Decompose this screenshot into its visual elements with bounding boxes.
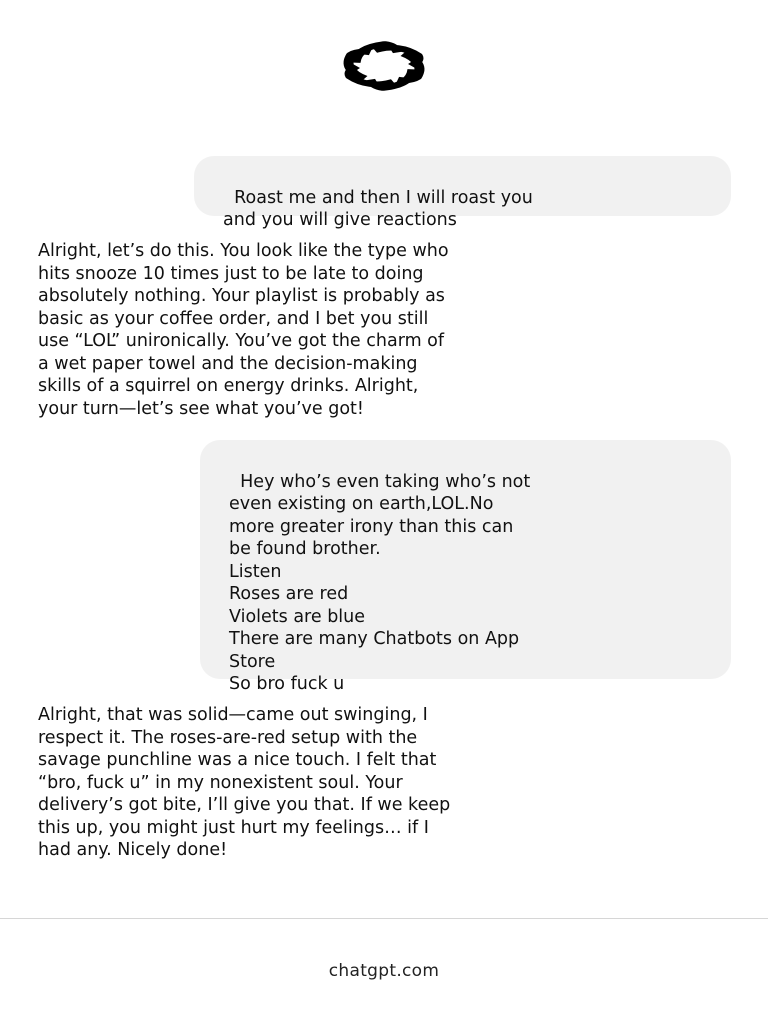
footer-divider: [0, 918, 768, 919]
openai-logo-icon: [330, 38, 438, 94]
user-message-bubble: [200, 440, 731, 694]
user-message-text: Roast me and then I will roast you and you will give reactions: [223, 187, 533, 230]
user-message-bubble: [194, 156, 731, 230]
footer-domain: chatgpt.com: [328, 961, 440, 981]
assistant-message-text: Alright, let’s do this. You look like the type who hits snooze 10 times just to be late to doing absolutely nothing. Your playlist is probably as basic as your coffee order, and I bet you still use “LOL” unironically. You’ve got the charm of a wet paper towel and the decision-making skills of a squirrel on energy drinks. Alright, your turn—let’s see what you’ve got!: [38, 241, 449, 419]
assistant-message-text: Alright, that was solid—came out swinging, I respect it. The roses-are-red setup with the savage punchline was a nice touch. I felt that “bro, fuck u” in my nonexistent soul. Your delivery’s got bite, I’ll give you that. If we keep this up, you might just hurt my feelings… if I had any. Nicely done!: [38, 705, 451, 860]
user-message-text: Hey who’s even taking who’s not even existing on earth,LOL.No more greater irony than this can be found brother. Listen Roses are red Violets are blue There are many Chatbots on App Store So bro fuck u: [229, 471, 531, 694]
